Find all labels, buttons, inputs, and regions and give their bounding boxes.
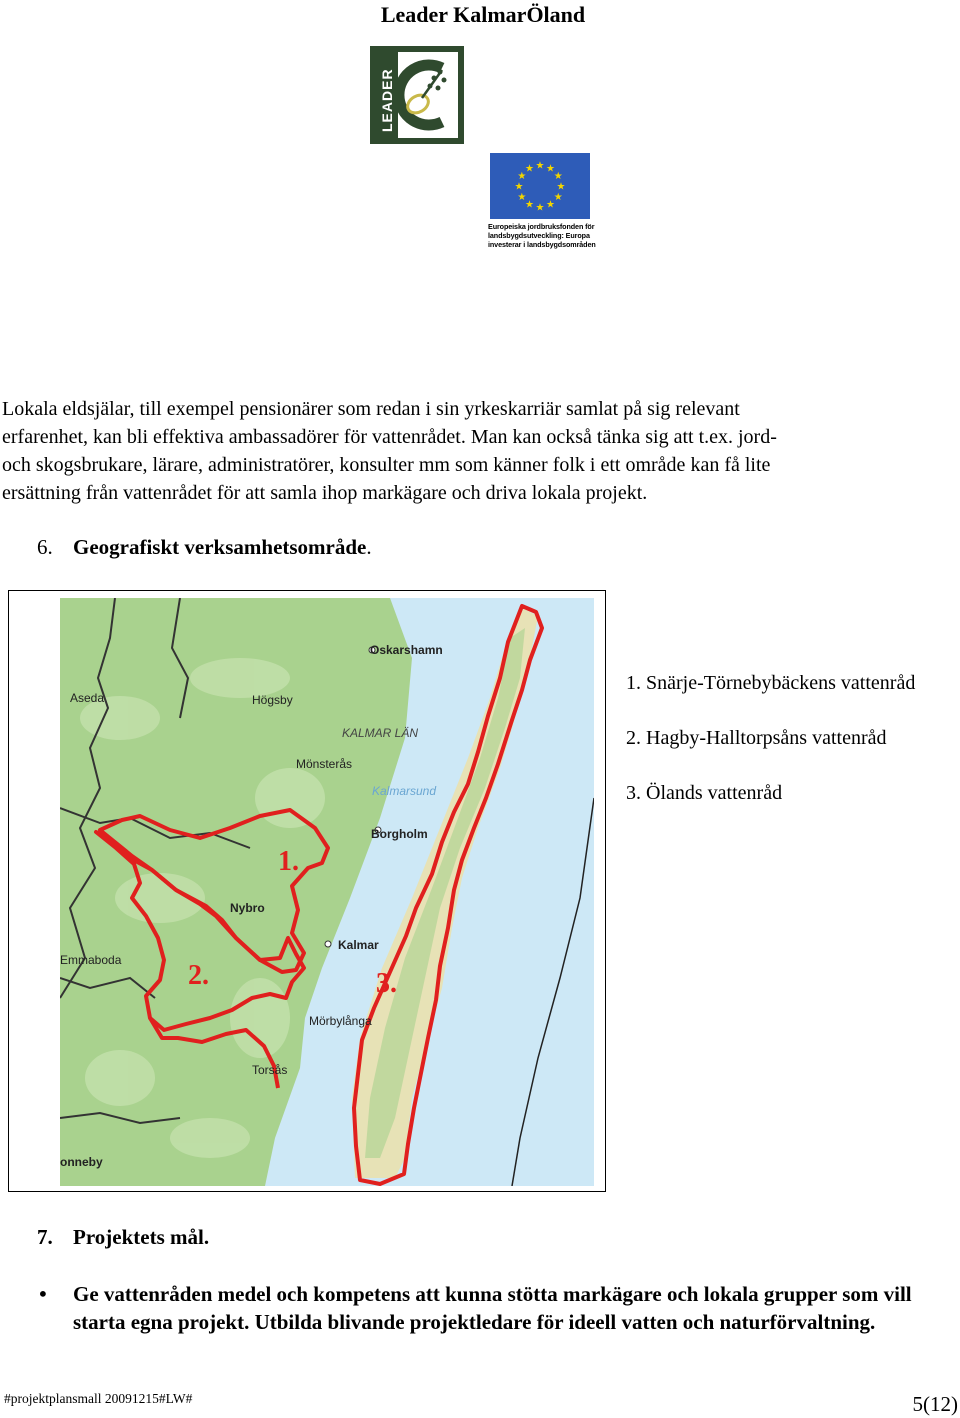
map-label-hogsby: Högsby bbox=[252, 693, 293, 707]
intro-line: erfarenhet, kan bli effektiva ambassadörer för vattenrådet. Man kan också tänka sig att t.ex. jord- bbox=[2, 426, 777, 448]
eu-star-icon: ★ bbox=[556, 181, 566, 193]
footer-template-id: #projektplansmall 20091215#LW# bbox=[4, 1391, 193, 1406]
map-label-emmaboda: Emmaboda bbox=[60, 953, 122, 967]
bullet-dot-icon: • bbox=[37, 1282, 49, 1306]
legend-item: 2. Hagby-Halltorpsåns vattenråd bbox=[626, 727, 887, 749]
section-title: Projektets mål. bbox=[73, 1225, 210, 1249]
eu-star-icon: ★ bbox=[546, 163, 555, 175]
map-label-nybro: Nybro bbox=[230, 901, 265, 915]
map-label-aseda: Aseda bbox=[70, 691, 105, 705]
section-title-period: . bbox=[366, 535, 372, 559]
eu-fund-caption: Europeiska jordbruksfonden för landsbygdsutveckling: Europa investerar i landsbygdsområden bbox=[488, 222, 596, 249]
intro-line: ersättning från vattenrådet för att samla ihop markägare och driva lokala projekt. bbox=[2, 482, 648, 504]
map-label-torsas: Torsås bbox=[252, 1063, 288, 1077]
map-label-kalmar: Kalmar bbox=[338, 938, 379, 952]
eu-flag-logo bbox=[490, 153, 590, 219]
section-number: 6. bbox=[37, 535, 53, 559]
eu-star-icon: ★ bbox=[517, 192, 527, 203]
page-header-title: Leader KalmarÖland bbox=[380, 2, 586, 27]
section-title: Geografiskt verksamhetsområde bbox=[73, 535, 367, 559]
eu-star-icon: ★ bbox=[535, 202, 545, 214]
map-region-label-1: 1. bbox=[278, 846, 299, 877]
intro-line: och skogsbrukare, lärare, administratörer, konsulter mm som känner folk i ett område kan få lite bbox=[2, 454, 771, 476]
map-label-kalmarsund: Kalmarsund bbox=[372, 784, 437, 798]
eu-star-icon: ★ bbox=[517, 171, 527, 182]
region-map bbox=[60, 598, 594, 1186]
leader-logo-text: LEADER bbox=[379, 68, 395, 132]
eu-star-icon: ★ bbox=[546, 199, 555, 211]
section-number: 7. bbox=[37, 1225, 53, 1249]
intro-line: Lokala eldsjälar, till exempel pensionärer som redan i sin yrkeskarriär samlat på sig relevant bbox=[2, 398, 740, 420]
section-6-heading bbox=[37, 533, 372, 561]
eu-star-icon: ★ bbox=[553, 192, 563, 203]
page-number: 5(12) bbox=[912, 1392, 958, 1416]
map-label-kalmar-lan: KALMAR LÄN bbox=[342, 726, 419, 740]
eu-star-icon: ★ bbox=[514, 181, 524, 193]
legend-item: 1. Snärje-Törnebybäckens vattenråd bbox=[626, 672, 916, 694]
map-legend bbox=[626, 670, 956, 835]
map-region-label-2: 2. bbox=[188, 960, 209, 991]
map-label-monsteras: Mönsterås bbox=[296, 757, 353, 771]
map-label-oskarshamn: Oskarshamn bbox=[370, 643, 443, 657]
legend-item: 3. Ölands vattenråd bbox=[626, 782, 783, 804]
map-label-ronneby: onneby bbox=[60, 1155, 103, 1169]
bullet-item: Ge vattenråden medel och kompetens att kunna stötta markägare och lokala grupper som vill starta egna projekt. Utbilda blivande projektledare för ideell vatten och naturförvaltning. bbox=[73, 1282, 912, 1334]
map-label-morbylanga: Mörbylånga bbox=[309, 1014, 372, 1028]
eu-star-icon: ★ bbox=[535, 160, 545, 172]
map-region-label-3: 3. bbox=[376, 968, 397, 999]
map-label-borgholm: Borgholm bbox=[371, 827, 428, 841]
eu-star-icon: ★ bbox=[553, 171, 563, 182]
eu-star-icon: ★ bbox=[525, 199, 534, 211]
eu-star-icon: ★ bbox=[525, 163, 534, 175]
leader-logo bbox=[370, 46, 464, 144]
section-7-heading bbox=[37, 1223, 209, 1251]
intro-paragraph bbox=[2, 395, 960, 507]
